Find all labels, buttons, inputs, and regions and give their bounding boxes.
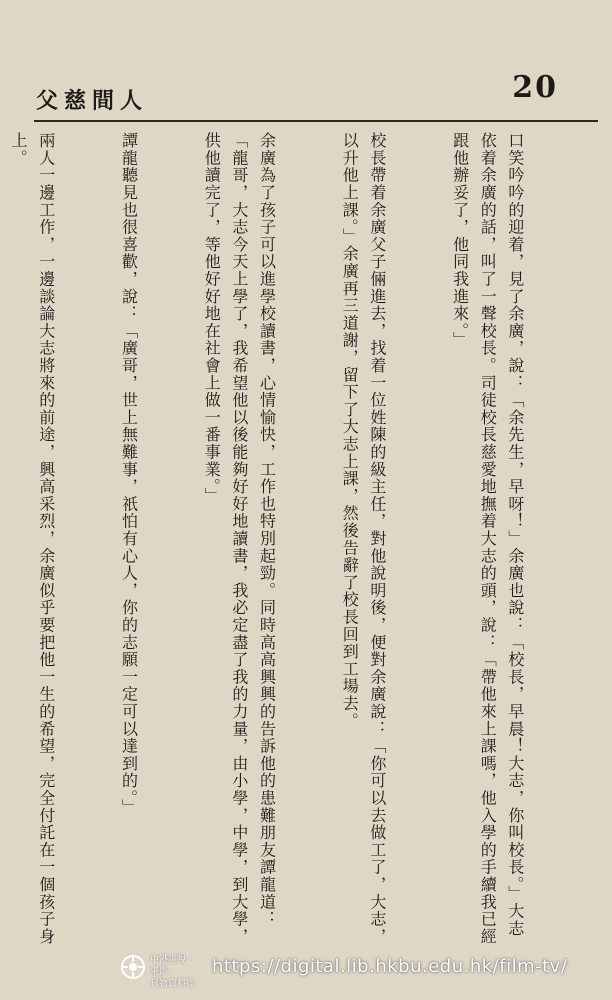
watermark-org [150, 954, 202, 990]
page-number: 20 [512, 70, 558, 105]
watermark-url: https://digital.lib.hkbu.edu.hk/film-tv/ [212, 956, 568, 977]
library-watermark [120, 950, 600, 990]
body-text [9, 132, 584, 952]
paragraph: 校長帶着余廣父子倆進去，找着一位姓陳的級主任，對他說明後，便對余廣說：「你可以去做工了，大志，以升他上課。」余廣再三道謝，留下了大志上課，然後告辭了校長回到工場去。 [340, 132, 387, 946]
running-title: 父慈間人 [36, 88, 149, 114]
header-rule [34, 120, 598, 122]
page-header [14, 70, 598, 124]
watermark-org-line2: 刊物資料庫 [150, 979, 196, 989]
paragraph: 余廣為了孩子可以進學校讀書，心情愉快，工作也特別起勁。同時高高興興的告訴他的患難朋友譚龍道：「龍哥，大志今天上學了，我希望他以後能夠好好地讀書，我必定盡了我的力量，由小學，中學，到大學，供他讀完了，等他好好地在社會上做一番事業。」 [202, 132, 277, 946]
watermark-org-line1: 中港電視 · 電影 [150, 955, 192, 977]
library-logo-icon [120, 954, 146, 980]
paragraph: 兩人一邊工作，一邊談論大志將來的前途，興高采烈，余廣似乎要把他一生的希望，完全付託在一個孩子身上。 [9, 132, 56, 946]
paragraph: 譚龍聽見也很喜歡，說：「廣哥，世上無難事，祇怕有心人，你的志願一定可以達到的。」 [119, 132, 139, 816]
paragraph: 口笑吟吟的迎着，見了余廣，說：「余先生，早呀！」余廣也說：「校長，早晨！大志，你叫校長。」大志依着余廣的話，叫了一聲校長。司徒校長慈愛地撫着大志的頭，說：「帶他來上課嗎，他入學的手續我已經跟他辦妥了，他同我進來。」 [450, 132, 525, 946]
